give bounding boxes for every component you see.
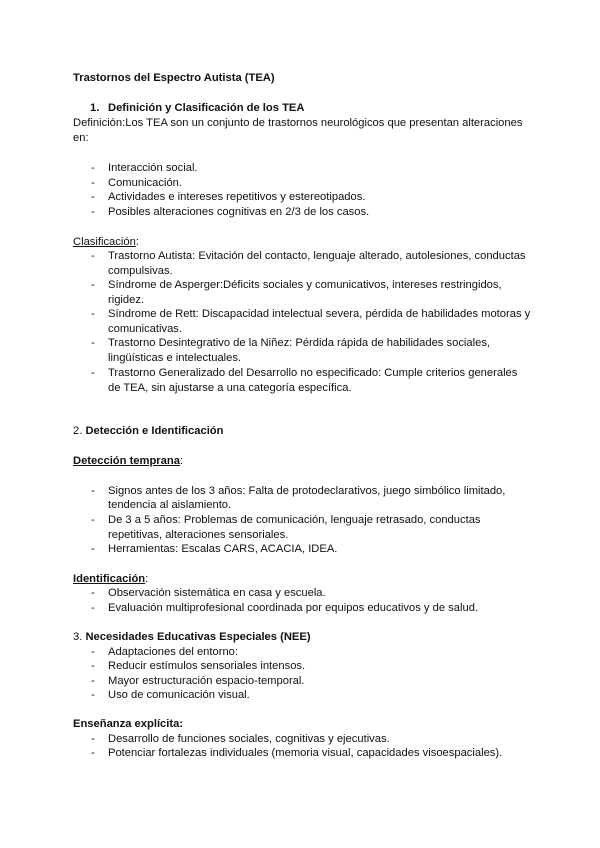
list-dash: - [91,675,95,687]
list-dash: - [91,646,95,658]
list-item: Uso de comunicación visual. [108,689,250,701]
definition-text-line-1: Definición:Los TEA son un conjunto de trastornos neurológicos que presentan alteraciones [73,117,523,129]
section-1-heading: Definición y Clasificación de los TEA [108,102,305,114]
section-3-heading: Necesidades Educativas Especiales (NEE) [85,631,311,643]
identificacion-colon: : [145,573,149,585]
section-2-number: 2. [73,425,83,437]
identificacion-heading [73,572,148,587]
list-item-continued: compulsivas. [108,265,173,277]
list-item: Trastorno Autista: Evitación del contacto, lenguaje alterado, autolesiones, conductas [108,250,526,262]
list-dash: - [91,689,95,701]
clasificacion-heading [73,235,139,250]
list-item-continued: comunicativas. [108,323,182,335]
list-item: Trastorno Desintegrativo de la Niñez: Pérdida rápida de habilidades sociales, [108,337,491,349]
list-dash: - [91,747,95,759]
list-dash: - [91,206,95,218]
deteccion-temprana-label: Detección temprana [73,455,180,467]
list-item: Interacción social. [108,162,198,174]
list-item: Síndrome de Asperger:Déficits sociales y comunicativos, intereses restringidos, [108,279,502,291]
list-dash: - [91,177,95,189]
list-item: Reducir estímulos sensoriales intensos. [108,660,306,672]
list-item-continued: de TEA, sin ajustarse a una categoría específica. [108,382,352,394]
list-item: Síndrome de Rett: Discapacidad intelectual severa, pérdida de habilidades motoras y [108,308,531,320]
list-item: Actividades e intereses repetitivos y estereotipados. [108,191,366,203]
list-dash: - [91,602,95,614]
list-item: Evaluación multiprofesional coordinada por equipos educativos y de salud. [108,602,479,614]
document-title: Trastornos del Espectro Autista (TEA) [73,72,275,84]
list-item: De 3 a 5 años: Problemas de comunicación, lenguaje retrasado, conductas [108,514,481,526]
list-dash: - [91,308,95,320]
list-item: Mayor estructuración espacio-temporal. [108,675,305,687]
section-3-number: 3. [73,631,83,643]
list-item: Posibles alteraciones cognitivas en 2/3 de los casos. [108,206,370,218]
list-item-continued: lingüísticas e intelectuales. [108,352,242,364]
deteccion-temprana-heading [73,454,183,469]
list-dash: - [91,543,95,555]
list-item: Herramientas: Escalas CARS, ACACIA, IDEA. [108,543,338,555]
list-item: Trastorno Generalizado del Desarrollo no especificado: Cumple criterios generales [108,367,518,379]
list-dash: - [91,279,95,291]
list-dash: - [91,587,95,599]
list-item: Signos antes de los 3 años: Falta de protodeclarativos, juego simbólico limitado, [108,485,506,497]
list-dash: - [91,660,95,672]
list-item-continued: rigidez. [108,294,145,306]
section-3-heading-line [73,630,311,645]
list-dash: - [91,485,95,497]
list-dash: - [91,191,95,203]
list-item: Desarrollo de funciones sociales, cognitivas y ejecutivas. [108,733,390,745]
section-2-heading-line [73,424,223,439]
list-item-continued: tendencia al aislamiento. [108,499,232,511]
list-dash: - [91,367,95,379]
section-2-heading: Detección e Identificación [85,425,224,437]
section-1-number: 1. [90,102,100,114]
list-dash: - [91,337,95,349]
list-item: Potenciar fortalezas individuales (memoria visual, capacidades visoespaciales). [108,747,503,759]
list-dash: - [91,162,95,174]
deteccion-temprana-colon: : [179,455,184,467]
clasificacion-colon: : [135,236,139,248]
definition-text-line-2: en: [73,132,89,144]
list-item: Comunicación. [108,177,182,189]
ensenanza-heading: Enseñanza explícita: [73,718,184,730]
list-dash: - [91,250,95,262]
identificacion-label: Identificación [73,573,146,585]
list-dash: - [91,514,95,526]
list-dash: - [91,733,95,745]
clasificacion-label: Clasificación [73,236,136,248]
list-item-continued: repetitivas, alteraciones sensoriales. [108,529,289,541]
list-item: Adaptaciones del entorno: [108,646,238,658]
list-item: Observación sistemática en casa y escuela. [108,587,326,599]
